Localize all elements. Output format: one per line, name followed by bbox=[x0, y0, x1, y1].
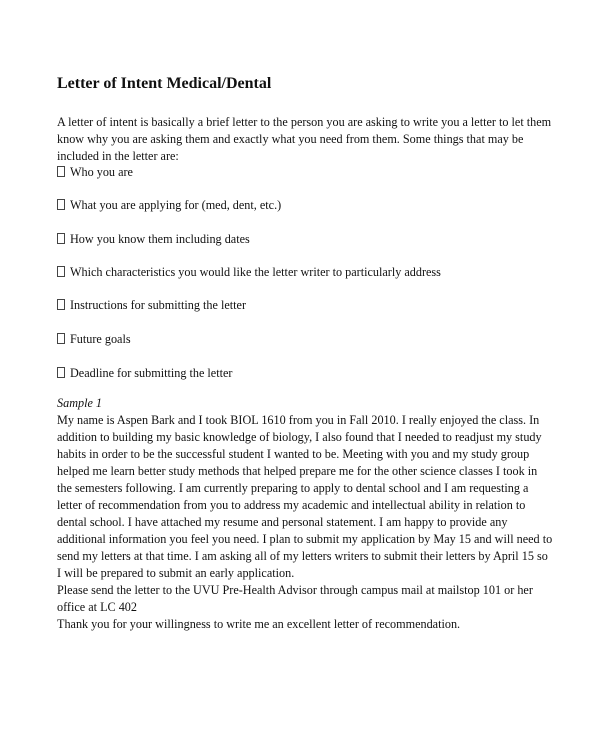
sample-line: addition to building my basic knowledge of biology, I also found that I needed to readjust my study bbox=[57, 430, 542, 444]
sample-letter bbox=[57, 412, 557, 633]
checklist-item-label: Who you are bbox=[70, 165, 133, 179]
checklist-item bbox=[57, 231, 250, 248]
checkbox-icon bbox=[57, 266, 65, 277]
checklist-item bbox=[57, 297, 246, 314]
sample-line: My name is Aspen Bark and I took BIOL 1610 from you in Fall 2010. I really enjoyed the class. In bbox=[57, 413, 540, 427]
checkbox-icon bbox=[57, 233, 65, 244]
intro-line: know why you are asking them and exactly what you need from them. Some things that may be bbox=[57, 132, 524, 146]
checklist-item bbox=[57, 264, 441, 281]
checklist-item bbox=[57, 164, 133, 181]
checklist-item-label: How you know them including dates bbox=[70, 232, 250, 246]
sample-line: Thank you for your willingness to write me an excellent letter of recommendation. bbox=[57, 617, 461, 631]
checklist-item-label: Future goals bbox=[70, 332, 131, 346]
sample-line: habits in order to be the successful student I wanted to be. Meeting with you and my study group bbox=[57, 447, 530, 461]
intro-paragraph bbox=[57, 114, 557, 165]
sample-line: the semesters following. I am currently preparing to apply to dental school and I am requesting a bbox=[57, 481, 529, 495]
sample-line: additional information you feel you need. I plan to submit my application by May 15 and will need to bbox=[57, 532, 553, 546]
intro-line: included in the letter are: bbox=[57, 149, 179, 163]
checklist-item bbox=[57, 331, 131, 348]
checklist-item-label: Instructions for submitting the letter bbox=[70, 298, 247, 312]
checkbox-icon bbox=[57, 333, 65, 344]
sample-line: I will be prepared to submit an early application. bbox=[57, 566, 295, 580]
checklist-item-label: Deadline for submitting the letter bbox=[70, 366, 233, 380]
sample-line: send my letters at that time. I am asking all of my letters writers to submit their letters by April 15 so bbox=[57, 549, 548, 563]
sample-heading: Sample 1 bbox=[57, 396, 103, 410]
sample-line: office at LC 402 bbox=[57, 600, 137, 614]
checklist-item bbox=[57, 197, 281, 214]
document-title: Letter of Intent Medical/Dental bbox=[57, 75, 272, 92]
sample-line: Please send the letter to the UVU Pre-Health Advisor through campus mail at mailstop 101 or her bbox=[57, 583, 533, 597]
checkbox-icon bbox=[57, 199, 65, 210]
sample-line: helped me learn better study methods that helped prepare me for the other science classes I took in bbox=[57, 464, 538, 478]
intro-line: A letter of intent is basically a brief letter to the person you are asking to write you a letter to let them bbox=[57, 115, 552, 129]
checkbox-icon bbox=[57, 367, 65, 378]
sample-line: letter of recommendation from you to address my academic and intellectual ability in relation to bbox=[57, 498, 526, 512]
checkbox-icon bbox=[57, 299, 65, 310]
checklist-item-label: What you are applying for (med, dent, etc.) bbox=[70, 198, 282, 212]
checklist-item-label: Which characteristics you would like the letter writer to particularly address bbox=[70, 265, 441, 279]
checkbox-icon bbox=[57, 166, 65, 177]
checklist-item bbox=[57, 365, 232, 382]
sample-line: dental school. I have attached my resume and personal statement. I am happy to provide any bbox=[57, 515, 508, 529]
